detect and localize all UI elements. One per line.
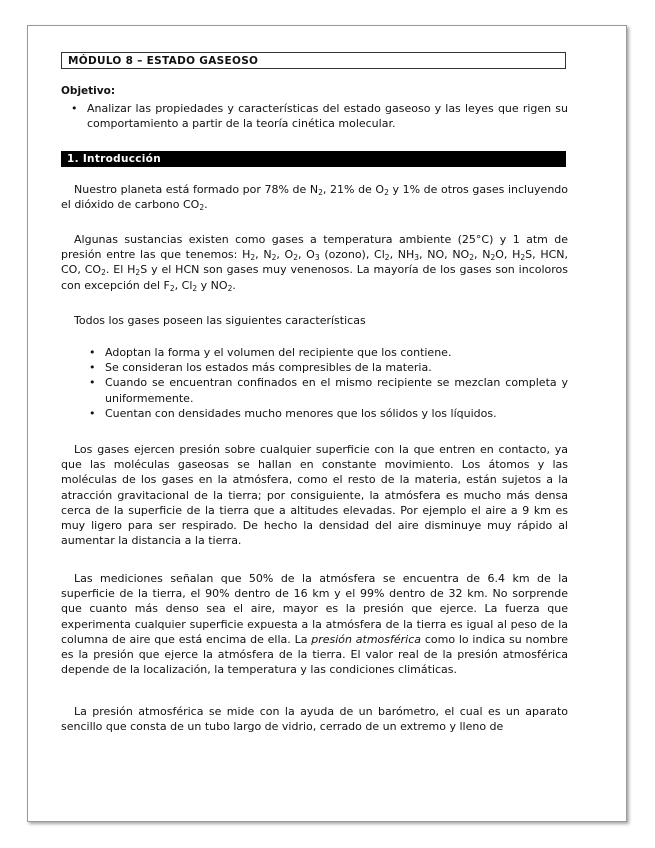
section-heading: 1. Introducción	[61, 151, 566, 167]
paragraph-characteristics-intro: Todos los gases poseen las siguientes características	[74, 314, 366, 327]
paragraph-pressure: Los gases ejercen presión sobre cualquier superficie con la que entren en contacto, ya que las moléculas gaseosas se hallan en constante movimiento. Los átomos y las moléculas de los gases en la atmósfera, como el resto de la materia, están sujetos a la atracción gravitacional de la tierra; por consiguiente, la atmósfera es mucho más densa cerca de la superficie de la tierra que a altitudes elevadas. Por ejemplo el aire a 9 km es muy ligero para ser respirado. De hecho la densidad del aire disminuye muy rápido al aumentar la distancia a la tierra.	[61, 443, 568, 548]
paragraph-composition: Nuestro planeta está formado por 78% de $N_2$, 21% de $O_2$ y 1% de otros gases incluyendo el dióxido de carbono $CO_2$.	[61, 183, 569, 213]
paragraph-barometer: La presión atmosférica se mide con la ayuda de un barómetro, el cual es un aparato sencillo que consta de un tubo largo de vidrio, cerrado de un extremo y lleno de	[61, 705, 568, 734]
characteristic-item: • Cuando se encuentran confinados en el mismo recipiente se mezclan completa y uniformemente.	[79, 375, 568, 405]
objective-item: • Analizar las propiedades y características del estado gaseoso y las leyes que rigen su comportamiento a partir de la teoría cinética molecular.	[61, 101, 568, 131]
objective-list	[61, 101, 568, 131]
characteristic-item: • Cuentan con densidades mucho menores que los sólidos y los líquidos.	[79, 406, 568, 421]
characteristics-list	[61, 345, 568, 421]
document-page	[27, 25, 627, 822]
paragraph-measurements: Las mediciones señalan que 50% de la atmósfera se encuentra de 6.4 km de la superficie de la tierra, el 90% dentro de 16 km y el 99% dentro de 32 km. No sorprende que cuanto más denso sea el aire, mayor es la presión que ejerce. La fuerza que experimenta cualquier superficie expuesta a la atmósfera de la tierra es igual al peso de la columna de aire que está encima de ella. La presión atmosférica como lo indica su nombre es la presión que ejerce la atmósfera de la tierra. El valor real de la presión atmosférica depende de la localización, la temperatura y las condiciones climáticas.	[61, 572, 568, 677]
characteristic-item: • Se consideran los estados más compresibles de la materia.	[79, 360, 568, 375]
module-title: MÓDULO 8 – ESTADO GASEOSO	[61, 52, 566, 69]
paragraph-gases-examples: Algunas sustancias existen como gases a temperatura ambiente (25°C) y 1 atm de presión entre las que tenemos: $H_2$, $N_2$, $O_2$, $O_3$ (ozono), $Cl_2$, $NH_3$, NO, $NO_2$, $N_2O$, $H_2S$, HCN, CO, $CO_2$. El $H_2S$ y el HCN son gases muy venenosos. La mayoría de los gases son incoloros con excepción del $F_2$, $Cl_2$ y $NO_2$.	[61, 233, 569, 293]
emphasis-term: presión atmosférica	[311, 632, 422, 646]
characteristic-item: • Adoptan la forma y el volumen del recipiente que los contiene.	[79, 345, 568, 360]
objective-heading: Objetivo:	[61, 85, 116, 97]
